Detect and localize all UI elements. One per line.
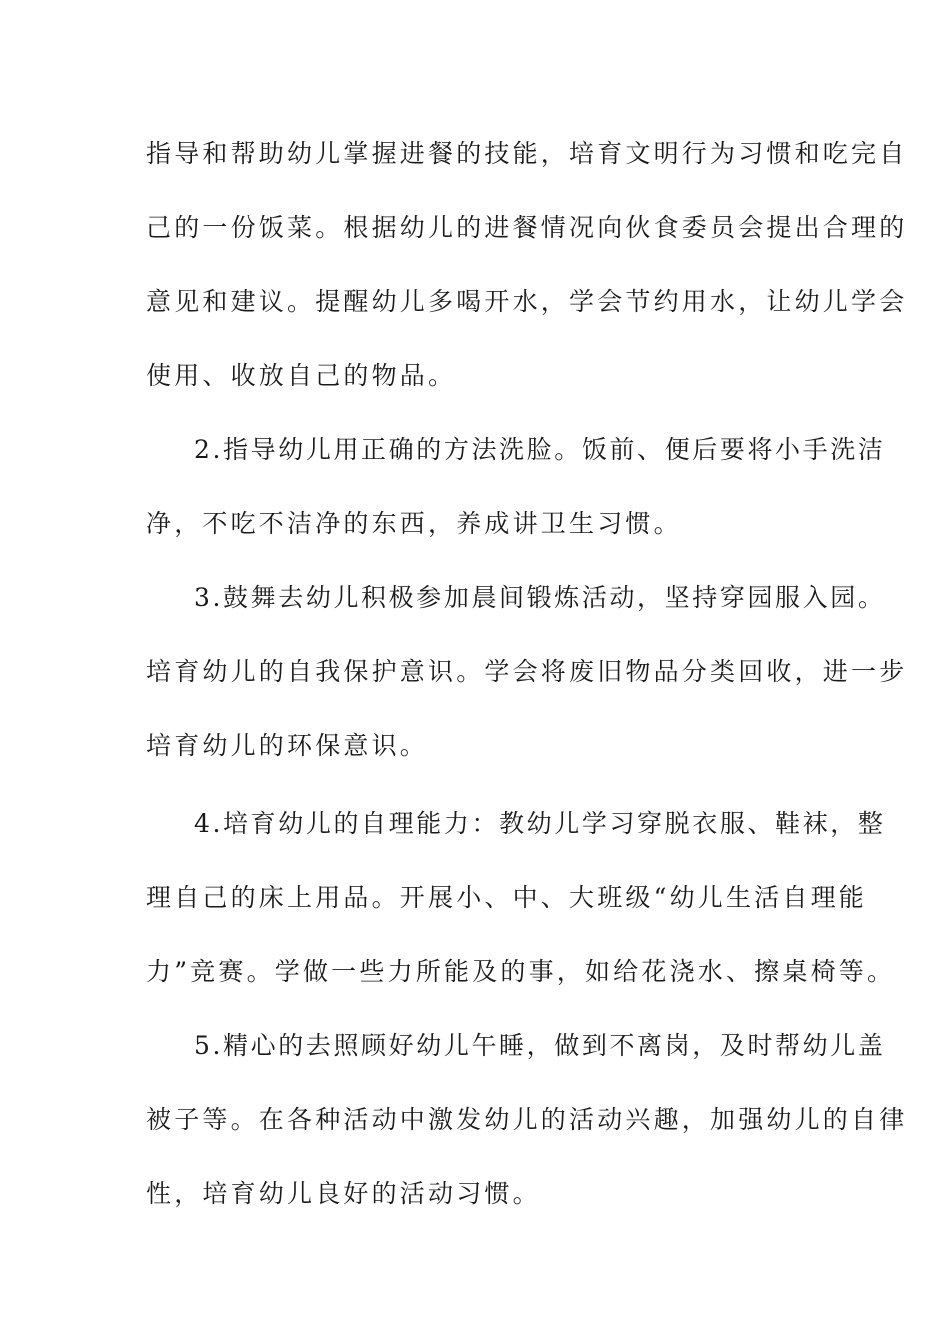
body-text-line: 意见和建议。提醒幼儿多喝开水，学会节约用水，让幼儿学会 [146, 287, 908, 316]
paragraph-5-first-line: 5.精心的去照顾好幼儿午睡，做到不离岗，及时帮幼儿盖 [194, 1031, 886, 1060]
body-text-line: 使用、收放自己的物品。 [146, 361, 457, 390]
body-text-line: 性，培育幼儿良好的活动习惯。 [146, 1179, 541, 1208]
body-text-line: 培育幼儿的自我保护意识。学会将废旧物品分类回收，进一步 [146, 657, 908, 686]
paragraph-2-first-line: 2.指导幼儿用正确的方法洗脸。饭前、便后要将小手洗洁 [194, 435, 886, 464]
body-text-line: 理自己的床上用品。开展小、中、大班级“幼儿生活自理能 [146, 883, 867, 912]
body-text-line: 指导和帮助幼儿掌握进餐的技能，培育文明行为习惯和吃完自 [146, 139, 908, 168]
paragraph-3-first-line: 3.鼓舞去幼儿积极参加晨间锻炼活动，坚持穿园服入园。 [194, 583, 886, 612]
body-text-line: 培育幼儿的环保意识。 [146, 731, 429, 760]
body-text-line: 己的一份饭菜。根据幼儿的进餐情况向伙食委员会提出合理的 [146, 213, 908, 242]
paragraph-4-first-line: 4.培育幼儿的自理能力：教幼儿学习穿脱衣服、鞋袜，整 [194, 809, 886, 838]
body-text-line: 净，不吃不洁净的东西，养成讲卫生习惯。 [146, 509, 682, 538]
body-text-line: 被子等。在各种活动中激发幼儿的活动兴趣，加强幼儿的自律 [146, 1105, 908, 1134]
body-text-line: 力”竞赛。学做一些力所能及的事，如给花浇水、擦桌椅等。 [146, 957, 896, 986]
